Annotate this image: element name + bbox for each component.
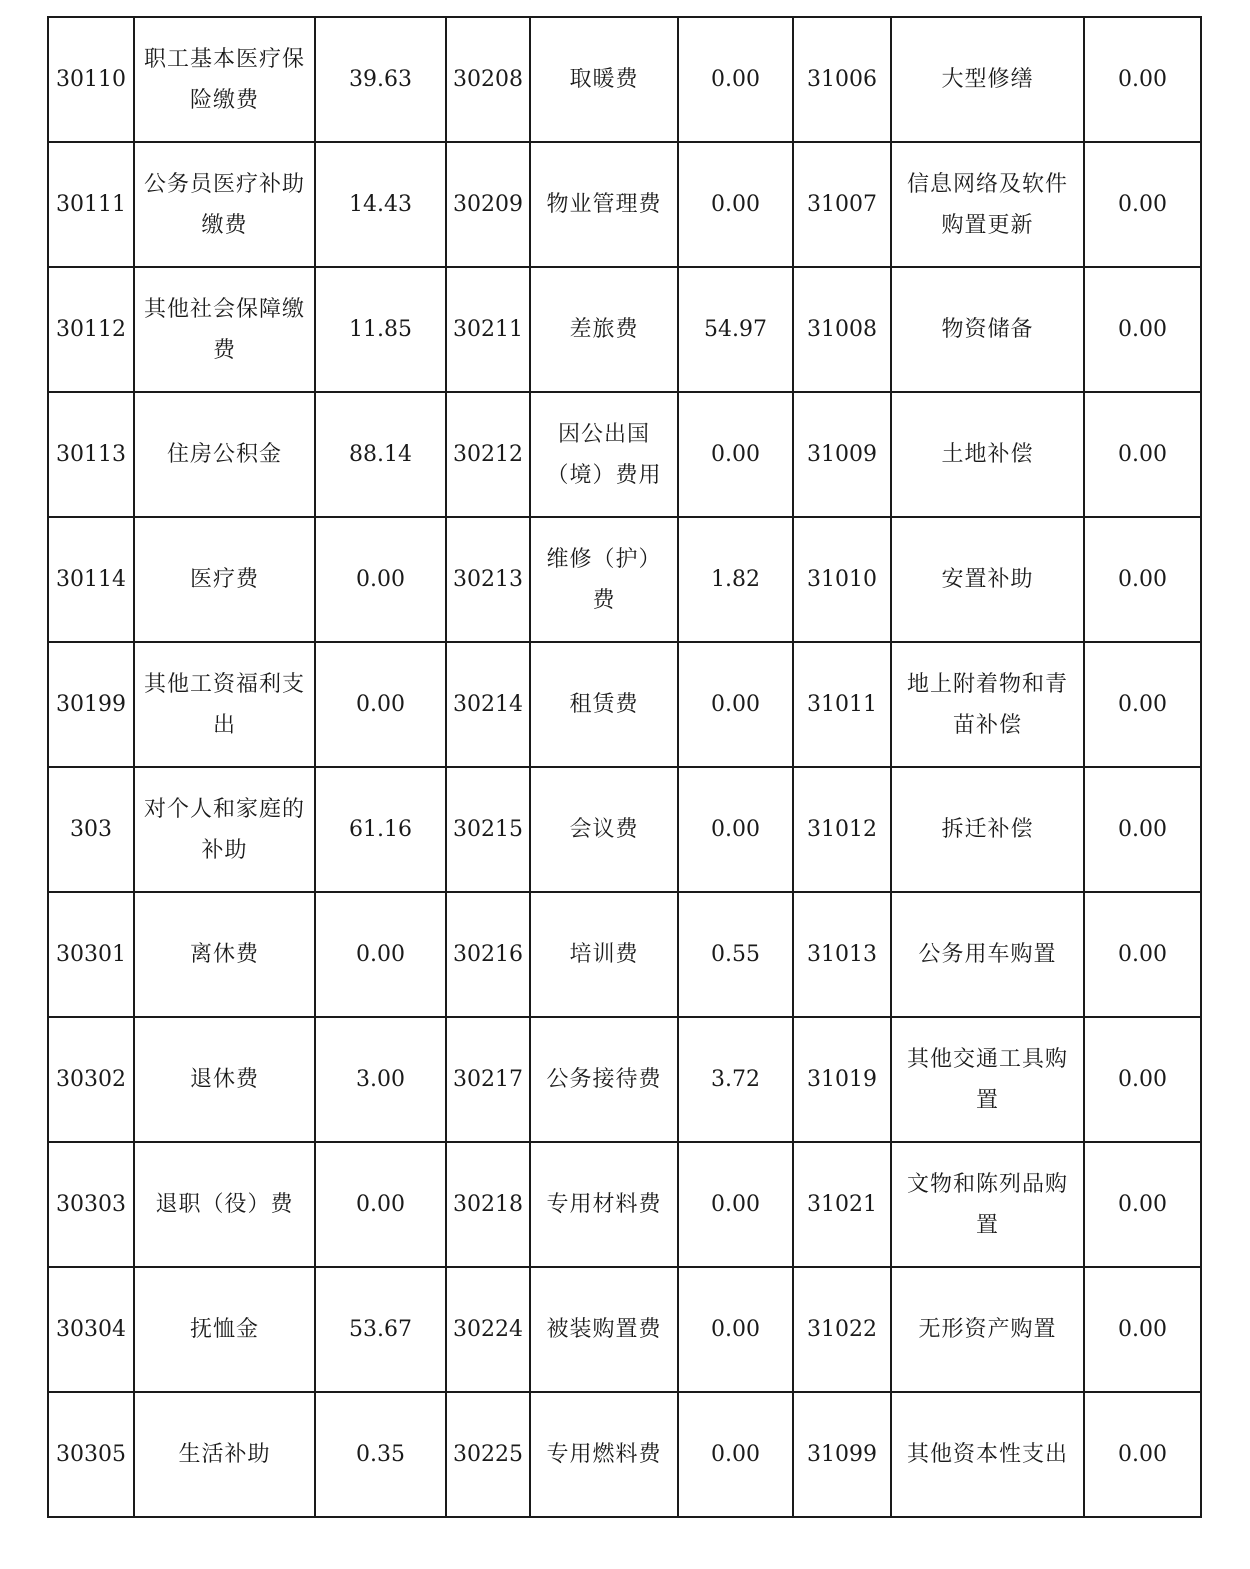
item-amount: 1.82 [678, 517, 793, 642]
item-name: 物资储备 [891, 267, 1084, 392]
item-name: 会议费 [530, 767, 678, 892]
item-amount: 88.14 [315, 392, 446, 517]
item-amount: 0.00 [315, 1142, 446, 1267]
item-name: 公务用车购置 [891, 892, 1084, 1017]
item-code: 30208 [446, 17, 530, 142]
item-name: 拆迁补偿 [891, 767, 1084, 892]
item-code: 30111 [48, 142, 134, 267]
item-name: 其他社会保障缴费 [134, 267, 315, 392]
item-code: 30225 [446, 1392, 530, 1517]
item-amount: 0.00 [1084, 267, 1201, 392]
item-name: 取暖费 [530, 17, 678, 142]
item-name: 离休费 [134, 892, 315, 1017]
item-amount: 61.16 [315, 767, 446, 892]
table-row [48, 517, 1201, 642]
table-row [48, 642, 1201, 767]
item-amount: 54.97 [678, 267, 793, 392]
table-row [48, 1267, 1201, 1392]
item-code: 31012 [793, 767, 891, 892]
table-row [48, 17, 1201, 142]
table-row [48, 1392, 1201, 1517]
item-amount: 0.00 [315, 642, 446, 767]
item-name: 公务接待费 [530, 1017, 678, 1142]
item-code: 31021 [793, 1142, 891, 1267]
item-name: 其他资本性支出 [891, 1392, 1084, 1517]
item-name: 其他交通工具购置 [891, 1017, 1084, 1142]
item-code: 31008 [793, 267, 891, 392]
item-amount: 14.43 [315, 142, 446, 267]
item-code: 31007 [793, 142, 891, 267]
item-code: 31009 [793, 392, 891, 517]
table-row [48, 392, 1201, 517]
item-amount: 0.00 [1084, 1267, 1201, 1392]
item-amount: 0.00 [678, 142, 793, 267]
item-code: 30302 [48, 1017, 134, 1142]
item-amount: 0.00 [678, 767, 793, 892]
item-code: 31006 [793, 17, 891, 142]
item-name: 信息网络及软件购置更新 [891, 142, 1084, 267]
item-amount: 0.00 [315, 892, 446, 1017]
item-name: 职工基本医疗保险缴费 [134, 17, 315, 142]
item-amount: 0.00 [1084, 17, 1201, 142]
item-code: 30217 [446, 1017, 530, 1142]
item-code: 30305 [48, 1392, 134, 1517]
budget-table [47, 16, 1202, 1518]
item-amount: 0.00 [1084, 1017, 1201, 1142]
item-code: 31010 [793, 517, 891, 642]
item-code: 31011 [793, 642, 891, 767]
item-amount: 39.63 [315, 17, 446, 142]
item-name: 物业管理费 [530, 142, 678, 267]
item-name: 退职（役）费 [134, 1142, 315, 1267]
item-amount: 0.55 [678, 892, 793, 1017]
item-name: 土地补偿 [891, 392, 1084, 517]
item-name: 公务员医疗补助缴费 [134, 142, 315, 267]
item-name: 住房公积金 [134, 392, 315, 517]
item-amount: 0.00 [678, 1142, 793, 1267]
table-row [48, 267, 1201, 392]
table-row [48, 142, 1201, 267]
item-name: 地上附着物和青苗补偿 [891, 642, 1084, 767]
item-amount: 53.67 [315, 1267, 446, 1392]
item-name: 专用燃料费 [530, 1392, 678, 1517]
item-code: 30113 [48, 392, 134, 517]
item-code: 303 [48, 767, 134, 892]
item-code: 30212 [446, 392, 530, 517]
item-name: 被装购置费 [530, 1267, 678, 1392]
item-code: 30211 [446, 267, 530, 392]
item-code: 30216 [446, 892, 530, 1017]
item-amount: 3.00 [315, 1017, 446, 1142]
item-name: 对个人和家庭的补助 [134, 767, 315, 892]
item-code: 30209 [446, 142, 530, 267]
item-name: 其他工资福利支出 [134, 642, 315, 767]
item-amount: 0.00 [1084, 767, 1201, 892]
item-name: 大型修缮 [891, 17, 1084, 142]
item-name: 文物和陈列品购置 [891, 1142, 1084, 1267]
item-name: 抚恤金 [134, 1267, 315, 1392]
item-amount: 0.00 [678, 642, 793, 767]
item-name: 维修（护）费 [530, 517, 678, 642]
item-name: 因公出国（境）费用 [530, 392, 678, 517]
item-name: 医疗费 [134, 517, 315, 642]
item-amount: 0.00 [1084, 517, 1201, 642]
item-code: 30199 [48, 642, 134, 767]
item-code: 30303 [48, 1142, 134, 1267]
item-amount: 0.00 [1084, 142, 1201, 267]
item-code: 31013 [793, 892, 891, 1017]
item-amount: 11.85 [315, 267, 446, 392]
item-name: 培训费 [530, 892, 678, 1017]
table-row [48, 1142, 1201, 1267]
item-amount: 0.00 [1084, 892, 1201, 1017]
table-row [48, 892, 1201, 1017]
item-code: 30214 [446, 642, 530, 767]
item-name: 无形资产购置 [891, 1267, 1084, 1392]
item-name: 租赁费 [530, 642, 678, 767]
item-code: 30218 [446, 1142, 530, 1267]
table-row [48, 767, 1201, 892]
item-code: 30304 [48, 1267, 134, 1392]
table-body [48, 17, 1201, 1517]
item-amount: 0.00 [1084, 642, 1201, 767]
item-code: 31019 [793, 1017, 891, 1142]
item-name: 安置补助 [891, 517, 1084, 642]
item-code: 30215 [446, 767, 530, 892]
item-code: 30213 [446, 517, 530, 642]
item-amount: 3.72 [678, 1017, 793, 1142]
item-amount: 0.00 [678, 1392, 793, 1517]
item-name: 生活补助 [134, 1392, 315, 1517]
item-amount: 0.35 [315, 1392, 446, 1517]
item-name: 退休费 [134, 1017, 315, 1142]
item-amount: 0.00 [1084, 1392, 1201, 1517]
item-code: 30114 [48, 517, 134, 642]
item-amount: 0.00 [678, 1267, 793, 1392]
item-amount: 0.00 [1084, 392, 1201, 517]
item-code: 31022 [793, 1267, 891, 1392]
item-code: 31099 [793, 1392, 891, 1517]
item-name: 专用材料费 [530, 1142, 678, 1267]
item-code: 30301 [48, 892, 134, 1017]
table-row [48, 1017, 1201, 1142]
item-amount: 0.00 [1084, 1142, 1201, 1267]
item-amount: 0.00 [678, 17, 793, 142]
item-code: 30224 [446, 1267, 530, 1392]
item-code: 30110 [48, 17, 134, 142]
item-code: 30112 [48, 267, 134, 392]
item-amount: 0.00 [678, 392, 793, 517]
item-name: 差旅费 [530, 267, 678, 392]
item-amount: 0.00 [315, 517, 446, 642]
